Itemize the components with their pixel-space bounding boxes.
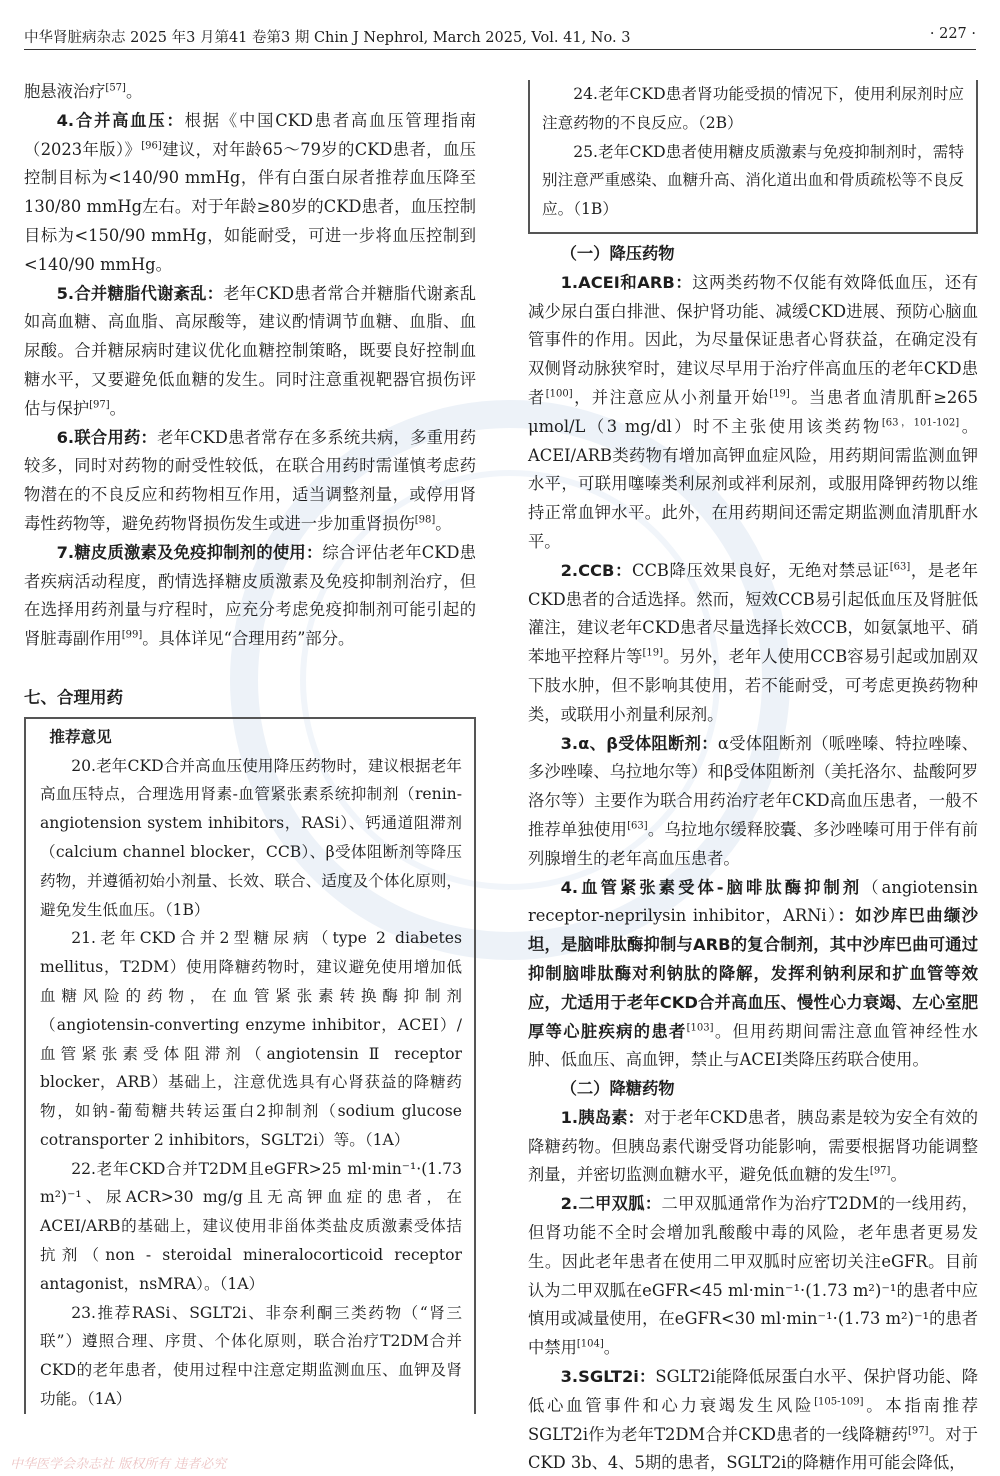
item-heading: 4.血管紧张素受体-脑啡肽酶抑制剂: [560, 877, 863, 897]
running-header: [24, 24, 976, 50]
item-heading: 7.糖皮质激素及免疫抑制剂的使用：: [56, 542, 323, 562]
right-column: [528, 80, 978, 1476]
paragraph-alpha-beta-blockers: 3.α、β受体阻断剂：α受体阻断剂（哌唑嗪、特拉唑嗪、多沙唑嗪、乌拉地尔等）和β受体阻断剂（美托洛尔、盐酸阿罗洛尔等）主要作为联合用药治疗老年CKD高血压患者，一般不推荐单独使用[63]。乌拉地尔缓释胶囊、多沙唑嗪可用于伴有前列腺增生的老年高血压患者。: [528, 733, 979, 868]
recommendation-box-continued: [528, 80, 978, 234]
paragraph-glucocorticoid: 7.糖皮质激素及免疫抑制剂的使用：综合评估老年CKD患者疾病活动程度，酌情选择糖皮质激素及免疫抑制剂治疗，但在选择用药剂量与疗程时，应充分考虑免疫抑制剂可能引起的肾脏毒副作用[99]。具体详见“合理用药”部分。: [24, 542, 476, 649]
subsection-hypoglycemic: （二）降糖药物: [560, 1079, 675, 1099]
recommendation-box: [24, 717, 476, 1414]
item-heading: 3.SGLT2i：: [560, 1367, 656, 1387]
publisher-watermark: 中华医学会杂志社 版权所有 违者必究: [10, 1457, 227, 1472]
item-heading: 5.合并糖脂代谢紊乱：: [56, 283, 224, 303]
item-heading: 6.联合用药：: [56, 427, 158, 447]
paragraph-continuation: 胞悬液治疗[57]。: [24, 82, 143, 101]
subsection-antihypertensive: （一）降压药物: [560, 243, 675, 263]
item-heading: 1.ACEI和ARB：: [560, 272, 693, 292]
paragraph-insulin: 1.胰岛素：对于老年CKD患者，胰岛素是较为安全有效的降糖药物。但胰岛素代谢受肾功能影响，需要根据肾功能调整剂量，并密切监测血糖水平，避免低血糖的发生[97]。: [528, 1107, 978, 1185]
paragraph-acei-arb: 1.ACEI和ARB：这两类药物不仅能有效降低血压，还有减少尿白蛋白排泄、保护肾功能、减缓CKD进展、预防心脑血管事件的作用。因此，为尽量保证患者心肾获益，在确定没有双侧肾动脉狭窄时，建议尽早用于治疗伴高血压的老年CKD患者[100]，并注意应从小剂量开始[19]。当患者血清肌酐≥265 μmol/L（3 mg/dl）时不主张使用该类药物[63，101-102]。ACEI/ARB类药物有增加高钾血症风险，用药期间需监测血钾水平，可联用噻嗪类利尿剂或袢利尿剂，或服用降钾药物以维持正常血钾水平。此外，在用药期间还需定期监测血清肌酐水平。: [528, 272, 978, 551]
paragraph-combined-medication: 6.联合用药：老年CKD患者常存在多系统共病，多重用药较多，同时对药物的耐受性较低，在联合用药时需谨慎考虑药物潜在的不良反应和药物相互作用，适当调整剂量，或停用肾毒性药物等，避免药物肾损伤发生或进一步加重肾损伤[98]。: [24, 427, 476, 533]
recommendation-22: 22.老年CKD合并T2DM且eGFR>25 ml·min⁻¹·(1.73 m²)⁻¹、尿ACR>30 mg/g且无高钾血症的患者，在ACEI/ARB的基础上，建议使用非甾体类盐皮质激素受体拮抗剂（non - steroidal mineralocorticoid receptor antagonist，nsMRA）。（1A）: [40, 1159, 462, 1293]
recommendation-23: 23.推荐RASi、SGLT2i、非奈利酮三类药物（“肾三联”）遵照合理、序贯、个体化原则，联合治疗T2DM合并CKD的老年患者，使用过程中注意定期监测血压、血钾及肾功能。（1A）: [40, 1303, 462, 1409]
recommendation-25: 25.老年CKD患者使用糖皮质激素与免疫抑制剂时，需特别注意严重感染、血糖升高、消化道出血和骨质疏松等不良反应。（1B）: [542, 142, 964, 219]
item-heading: 3.α、β受体阻断剂：: [560, 733, 718, 753]
recommendation-21: 21.老年CKD合并2型糖尿病（type 2 diabetes mellitus，T2DM）使用降糖药物时，建议避免使用增加低血糖风险的药物，在血管紧张素转换酶抑制剂（angiotensin-converting enzyme inhibitor，ACEI）/血管紧张素受体阻滞剂（angiotensin Ⅱ receptor blocker，ARB）基础上，注意优选具有心肾获益的降糖药物，如钠-葡萄糖共转运蛋白2抑制剂（sodium glucose cotransporter 2 inhibitors，SGLT2i）等。（1A）: [40, 929, 462, 1149]
item-heading: 2.二甲双胍：: [560, 1194, 662, 1214]
paragraph-arni: 4.血管紧张素受体-脑啡肽酶抑制剂（angiotensin receptor-neprilysin inhibitor，ARNi）：如沙库巴曲缬沙坦，是脑啡肽酶抑制与ARB的复合制剂，其中沙库巴曲可通过抑制脑啡肽酶对利钠肽的降解，发挥利钠利尿和扩血管等效应，尤适用于老年CKD合并高血压、慢性心力衰竭、左心室肥厚等心脏疾病的患者[103]。但用药期间需注意血管神经性水肿、低血压、高血钾，禁止与ACEI类降压药联合使用。: [528, 877, 978, 1070]
recommendation-24: 24.老年CKD患者肾功能受损的情况下，使用利尿剂时应注意药物的不良反应。（2B）: [542, 85, 964, 132]
item-heading: 1.胰岛素：: [560, 1107, 645, 1127]
item-heading: 4.合并高血压：: [56, 110, 185, 130]
recommendation-20: 20.老年CKD合并高血压使用降压药物时，建议根据老年高血压特点，合理选用肾素-血管紧张素系统抑制剂（renin-angiotension system inhibitors，RASi）、钙通道阻滞剂（calcium channel blocker，CCB）、β受体阻断剂等降压药物，并遵循初始小剂量、长效、联合、适度及个体化原则，避免发生低血压。（1B）: [40, 756, 462, 919]
left-column: [24, 78, 476, 1414]
recommendation-box-title: 推荐意见: [49, 727, 112, 746]
journal-citation: 中华肾脏病杂志 2025 年3 月第41 卷第3 期 Chin J Nephrol, March 2025, Vol. 41, No. 3: [24, 30, 631, 46]
page-number: · 227 ·: [929, 26, 976, 42]
paragraph-metabolic-disorder: 5.合并糖脂代谢紊乱：老年CKD患者常合并糖脂代谢紊乱如高血糖、高血脂、高尿酸等，建议酌情调节血糖、血脂、血尿酸。合并糖尿病时建议优化血糖控制策略，既要良好控制血糖水平，又要避免低血糖的发生。同时注意重视靶器官损伤评估与保护[97]。: [24, 283, 476, 418]
paragraph-sglt2i: 3.SGLT2i：SGLT2i能降低尿蛋白水平、保护肾功能、降低心血管事件和心力衰竭发生风险[105-109]。本指南推荐SGLT2i作为老年T2DM合并CKD患者的一线降糖药[97]。对于CKD 3b、4、5期的患者，SGLT2i的降糖作用可能会降低，: [528, 1367, 978, 1473]
paragraph-metformin: 2.二甲双胍：二甲双胍通常作为治疗T2DM的一线用药，但肾功能不全时会增加乳酸酸中毒的风险，老年患者更易发生。因此老年患者在使用二甲双胍时应密切关注eGFR。目前认为二甲双胍在eGFR<45 ml·min⁻¹·(1.73 m²)⁻¹的患者中应慎用或减量使用，在eGFR<30 ml·min⁻¹·(1.73 m²)⁻¹的患者中禁用[104]。: [528, 1194, 978, 1358]
paragraph-hypertension: 4.合并高血压：根据《中国CKD患者高血压管理指南（2023年版）》[96]建议，对年龄65～79岁的CKD患者，血压控制目标为<140/90 mmHg，伴有白蛋白尿者推荐血压降至130/80 mmHg左右。对于年龄≥80岁的CKD患者，血压控制目标为<150/90 mmHg，如能耐受，可进一步将血压控制到<140/90 mmHg。: [24, 110, 476, 274]
paragraph-ccb: 2.CCB：CCB降压效果良好，无绝对禁忌证[63]，是老年CKD患者的合适选择。然而，短效CCB易引起低血压及肾脏低灌注，建议老年CKD患者尽量选择长效CCB，如氨氯地平、硝苯地平控释片等[19]。另外，老年人使用CCB容易引起或加剧双下肢水肿，但不影响其使用，若不能耐受，可考虑更换药物种类，或联用小剂量利尿剂。: [528, 560, 978, 724]
item-heading: 2.CCB：: [560, 560, 633, 580]
section-title: 七、合理用药: [24, 687, 123, 707]
